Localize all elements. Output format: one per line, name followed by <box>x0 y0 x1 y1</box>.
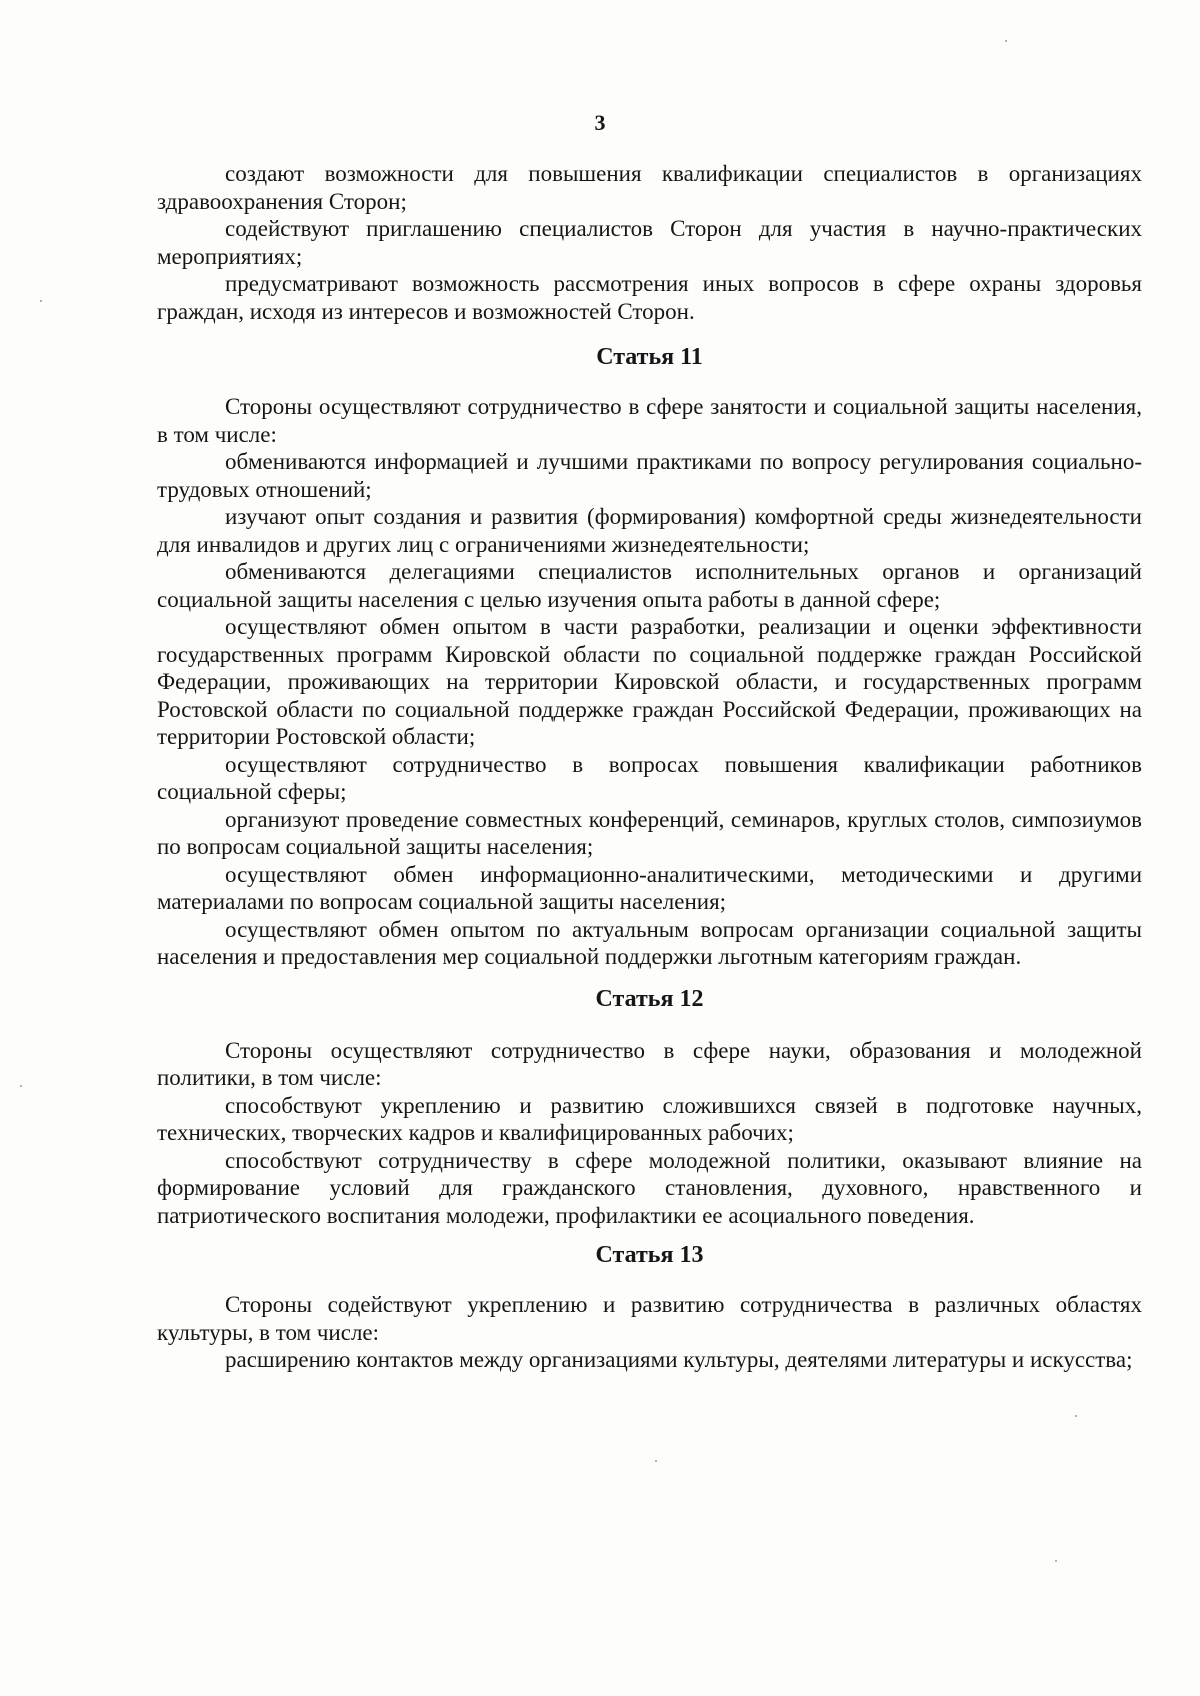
scan-speck <box>1055 1560 1057 1562</box>
paragraph: Стороны осуществляют сотрудничество в сфере занятости и социальной защиты населения, в том числе: <box>157 394 1142 447</box>
paragraph: организуют проведение совместных конференций, семинаров, круглых столов, симпозиумов по вопросам социальной защиты населения; <box>157 806 1142 859</box>
scan-speck <box>1005 40 1007 42</box>
paragraph: осуществляют сотрудничество в вопросах повышения квалификации работников социальной сферы; <box>157 751 1142 804</box>
paragraph: создают возможности для повышения квалификации специалистов в организациях здравоохранения Сторон; <box>157 161 1142 214</box>
paragraph: обмениваются информацией и лучшими практиками по вопросу регулирования социально-трудовых отношений; <box>157 449 1142 502</box>
scan-speck <box>655 1460 657 1462</box>
paragraph: осуществляют обмен информационно-аналитическими, методическими и другими материалами по вопросам социальной защиты населения; <box>157 861 1142 914</box>
paragraph: содействуют приглашению специалистов Сторон для участия в научно-практических мероприятиях; <box>157 216 1142 269</box>
scan-speck <box>1075 1415 1077 1417</box>
paragraph: изучают опыт создания и развития (формирования) комфортной среды жизнедеятельности для инвалидов и других лиц с ограничениями жизнедеятельности; <box>157 504 1142 557</box>
article-heading-13: Статья 13 <box>595 1242 704 1268</box>
paragraph: обмениваются делегациями специалистов исполнительных органов и организаций социальной защиты населения с целью изучения опыта работы в данной сфере; <box>157 559 1142 612</box>
page-number: 3 <box>594 110 606 135</box>
document-body <box>157 160 1142 1374</box>
paragraph: предусматривают возможность рассмотрения иных вопросов в сфере охраны здоровья граждан, исходя из интересов и возможностей Сторон. <box>157 271 1142 324</box>
paragraph: способствуют сотрудничеству в сфере молодежной политики, оказывают влияние на формирование условий для гражданского становления, духовного, нравственного и патриотического воспитания молодежи, профилактики ее асоциального поведения. <box>157 1147 1142 1228</box>
article-heading-11: Статья 11 <box>596 344 703 370</box>
paragraph: Стороны содействуют укреплению и развитию сотрудничества в различных областях культуры, в том числе: <box>157 1292 1142 1345</box>
paragraph: расширению контактов между организациями культуры, деятелями литературы и искусства; <box>225 1347 1133 1372</box>
paragraph: способствуют укреплению и развитию сложившихся связей в подготовке научных, технических, творческих кадров и квалифицированных рабочих; <box>157 1092 1142 1145</box>
article-heading-12: Статья 12 <box>595 985 704 1012</box>
scan-speck <box>20 1085 22 1087</box>
paragraph: Стороны осуществляют сотрудничество в сфере науки, образования и молодежной политики, в том числе: <box>157 1037 1142 1090</box>
scan-speck <box>40 300 42 302</box>
paragraph: осуществляют обмен опытом в части разработки, реализации и оценки эффективности государственных программ Кировской области по социальной поддержке граждан Российской Федерации, проживающих на территории Кировской области, и государственных программ Ростовской области по социальной поддержке граждан Российской Федерации, проживающих на территории Ростовской области; <box>157 614 1142 749</box>
paragraph: осуществляют обмен опытом по актуальным вопросам организации социальной защиты населения и предоставления мер социальной поддержки льготным категориям граждан. <box>157 916 1142 969</box>
